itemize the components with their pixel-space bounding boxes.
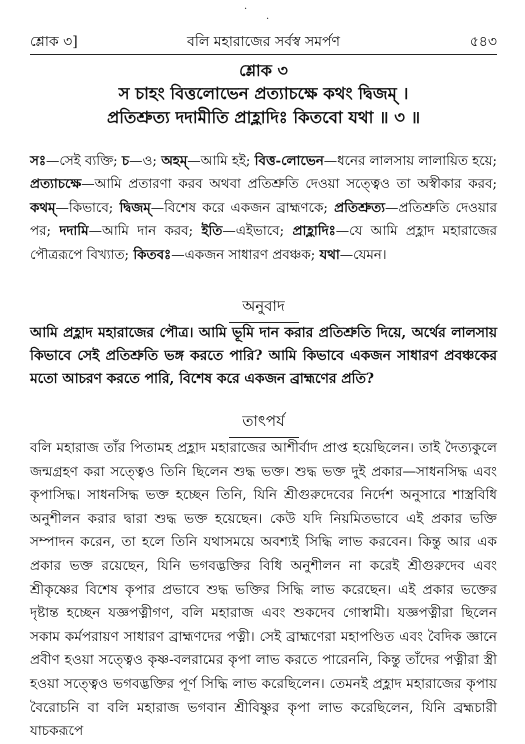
synonym-word: যথা: [319, 246, 340, 263]
header-page-number: ৫৪৩: [469, 34, 497, 50]
synonym-word: প্রতিশ্রুত্য: [334, 199, 386, 216]
synonym-meaning: সেই ব্যক্তি;: [59, 154, 122, 169]
speck-mark: ·: [244, 4, 248, 15]
header-divider: [30, 54, 497, 55]
verse-number: শ্লোক ৩: [239, 61, 288, 80]
translation-heading: [30, 295, 497, 323]
synonym-meaning: যে আমি প্রহ্লাদ মহারাজের পৌত্ররূপে বিখ্যাত;: [30, 224, 498, 263]
header-chapter-title: বলি মহারাজের সর্বস্ব সমর্পণ: [187, 34, 340, 50]
synonym-meaning: যেমন।: [353, 247, 387, 263]
verse-line-2: প্রতিশ্রুত্য দদামীতি প্রাহ্লাদিঃ কিতবো যথা ॥ ৩ ॥: [106, 108, 421, 127]
synonym-word: চ: [121, 153, 130, 169]
synonym-word: প্রত্যাচক্ষে: [30, 176, 82, 193]
page-header: [30, 30, 497, 54]
synonym-word: দদামি: [59, 223, 89, 240]
word-for-word-synonyms: সঃ—সেই ব্যক্তি; চ—ও; অহম্—আমি হই; বিত্ত-লোভেন—ধনের লালসায় লালায়িত হয়ে; প্রত্যাচক্ষে—আমি প্রতারণা করব অথবা প্রতিশ্রুতি দেওয়া সত্ত্বেও তা অস্বীকার করব; কথম্—কিভাবে; দ্বিজম্—বিশেষ করে একজন ব্রাহ্মণকে; প্রতিশ্রুত্য—প্রতিশ্রুতি দেওয়ার পর; দদামি—আমি দান করব; ইতি—এইভাবে; প্রাহ্লাদিঃ—যে আমি প্রহ্লাদ মহারাজের পৌত্ররূপে বিখ্যাত; কিতবঃ—একজন সাধারণ প্রবঞ্চক; যথা—যেমন।: [30, 153, 498, 263]
synonym-word: ইতি: [201, 223, 223, 240]
translation-title: অনুবাদ: [242, 297, 285, 315]
synonym-meaning: বিশেষ করে একজন ব্রাহ্মণকে;: [164, 200, 335, 216]
purport-heading: [30, 410, 497, 438]
synonym-meaning: ও;: [142, 154, 162, 169]
synonym-meaning: আমি হই;: [200, 154, 255, 169]
speck-mark: ·: [266, 14, 270, 25]
synonym-word: কথম্: [30, 199, 56, 216]
synonym-meaning: আমি দান করব;: [101, 224, 202, 240]
synonym-word: সঃ: [30, 153, 46, 169]
verse-line-1: স চাহং বিত্তলোভেন প্রত্যাচক্ষে কথং দ্বিজম্ ।: [118, 84, 409, 103]
synonym-word: প্রাহ্লাদিঃ: [292, 223, 336, 240]
verse-block: [30, 60, 497, 130]
synonym-meaning: আমি প্রতারণা করব অথবা প্রতিশ্রুতি দেওয়া সত্ত্বেও তা অস্বীকার করব;: [94, 177, 497, 193]
synonym-meaning: প্রতিশ্রুতি দেওয়ার পর;: [30, 200, 497, 240]
synonym-word: অহম্: [161, 153, 188, 169]
synonym-word: বিত্ত-লোভেন: [254, 153, 324, 169]
synonym-meaning: একজন সাধারণ প্রবঞ্চক;: [184, 247, 320, 263]
synonym-meaning: ধনের লালসায় লালায়িত হয়ে;: [337, 154, 497, 169]
purport-text: বলি মহারাজ তাঁর পিতামহ প্রহ্লাদ মহারাজের আশীর্বাদ প্রাপ্ত হয়েছিলেন। তাই দৈত্যকুলে জন্মগ্রহণ করা সত্ত্বেও তিনি ছিলেন শুদ্ধ ভক্ত। শুদ্ধ ভক্ত দুই প্রকার—সাধনসিদ্ধ এবং কৃপাসিদ্ধ। সাধনসিদ্ধ ভক্ত হচ্ছেন তিনি, যিনি শ্রীগুরুদেবের নির্দেশ অনুসারে শাস্ত্রবিধি অনুশীলন করার দ্বারা শুদ্ধ ভক্ত হয়েছেন। কেউ যদি নিয়মিতভাবে এই প্রকার ভক্তি সম্পাদন করেন, তা হলে তিনি যথাসময়ে অবশ্যই সিদ্ধি লাভ করবেন। কিন্তু আর এক প্রকার ভক্ত রয়েছেন, যিনি ভগবদ্ভক্তির বিধি অনুশীলন না করেই শ্রীগুরুদেব এবং শ্রীকৃষ্ণের বিশেষ কৃপার প্রভাবে শুদ্ধ ভক্তির সিদ্ধি লাভ করেছেন। এই প্রকার ভক্তের দৃষ্টান্ত হচ্ছেন যজ্ঞপত্নীগণ, বলি মহারাজ এবং শুকদেব গোস্বামী। যজ্ঞপত্নীরা ছিলেন সকাম কর্মপরায়ণ সাধারণ ব্রাহ্মণদের পত্নী। সেই ব্রাহ্মণেরা মহাপণ্ডিত এবং বৈদিক জ্ঞানে প্রবীণ হওয়া সত্ত্বেও কৃষ্ণ-বলরামের কৃপা লাভ করতে পারেননি, কিন্তু তাঁদের পত্নীরা স্ত্রী হওয়া সত্ত্বেও ভগবদ্ভক্তির পূর্ণ সিদ্ধি লাভ করেছিলেন। তেমনই প্রহ্লাদ মহারাজের কৃপায় বৈরোচনি বা বলি মহারাজ ভগবান শ্রীবিষ্ণুর কৃপা লাভ করেছিলেন, যিনি ব্রহ্মচারী যাচকরূপে: [30, 440, 497, 740]
header-verse-ref: শ্লোক ৩]: [30, 34, 78, 50]
purport-title: তাৎপর্য: [242, 412, 285, 430]
translation-text: আমি প্রহ্লাদ মহারাজের পৌত্র। আমি ভূমি দান করার প্রতিশ্রুতি দিয়ে, অর্থের লালসায় কিভাবে সেই প্রতিশ্রুতি ভঙ্গ করতে পারি? আমি কিভাবে একজন সাধারণ প্রবঞ্চকের মতো আচরণ করতে পারি, বিশেষ করে একজন ব্রাহ্মণের প্রতি?: [30, 325, 497, 387]
synonym-meaning: এইভাবে;: [235, 224, 293, 240]
synonym-meaning: কিভাবে;: [68, 200, 120, 216]
synonym-word: কিতবঃ: [133, 246, 172, 263]
synonym-word: দ্বিজম্: [119, 199, 151, 216]
